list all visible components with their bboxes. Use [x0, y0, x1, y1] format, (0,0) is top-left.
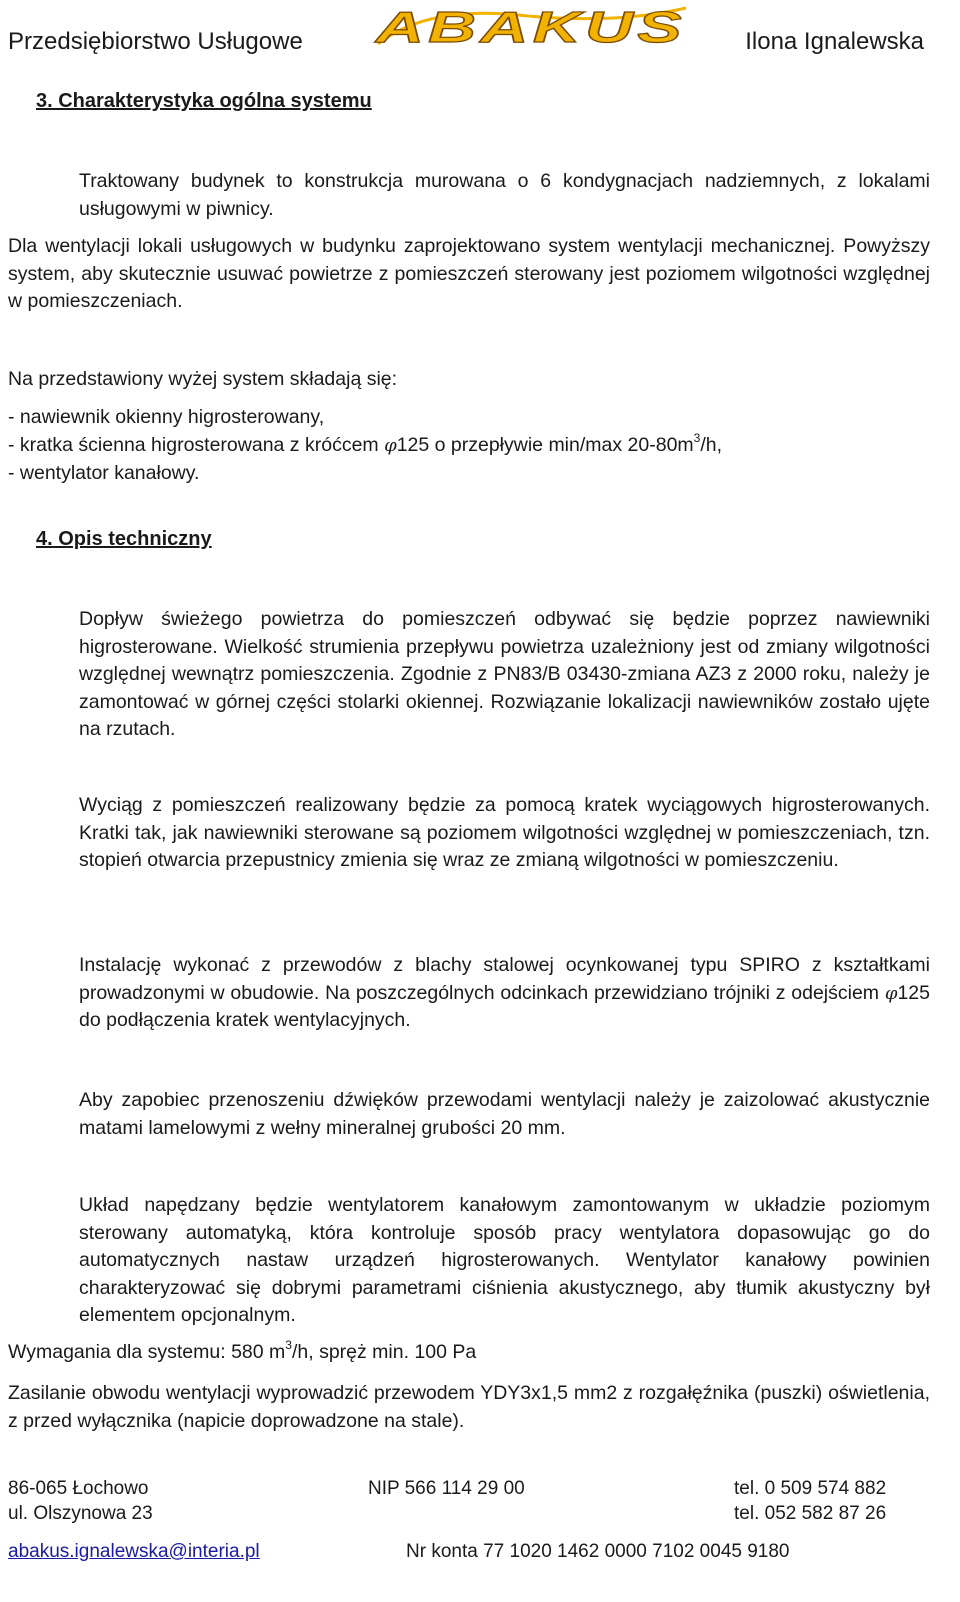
section3-paragraph-1: Traktowany budynek to konstrukcja murowana o 6 kondygnacjach nadziemnych, z lokalami usługowymi w piwnicy. [79, 170, 930, 220]
footer-phone-2: tel. 052 582 87 26 [734, 1503, 887, 1524]
company-name: Przedsiębiorstwo Usługowe [8, 28, 303, 55]
section4-paragraph-4: Aby zapobiec przenoszeniu dźwięków przewodami wentylacji należy je zaizolować akustycznie matami lamelowymi z wełny mineralnej grubości 20 mm. [79, 1089, 930, 1139]
list-item-3: - wentylator kanałowy. [8, 462, 200, 484]
system-requirements: Wymagania dla systemu: 580 $m^3/h$, spręż min. 100 Pa [8, 1338, 477, 1363]
section4-paragraph-6: Zasilanie obwodu wentylacji wyprowadzić przewodem YDY3x1,5 mm2 z rozgałęźnika (puszki) oświetlenia, z przed wyłącznika (napicie doprowadzone na stale). [8, 1382, 930, 1432]
owner-name: Ilona Ignalewska [745, 28, 924, 55]
list-intro: Na przedstawiony wyżej system składają się: [8, 368, 398, 390]
phi-symbol: φ [884, 982, 898, 1004]
logo-graphic [368, 2, 692, 50]
footer-nip: NIP 566 114 29 00 [368, 1478, 525, 1499]
phi-symbol: φ [384, 435, 397, 456]
svg-text:ABAKUS: ABAKUS [374, 3, 686, 50]
abakus-logo [368, 2, 692, 56]
list-item-1: - nawiewnik okienny higrosterowany, [8, 406, 325, 428]
footer-bank-account: Nr konta 77 1020 1462 0000 7102 0045 9180 [406, 1541, 790, 1562]
footer-address-line-1: 86-065 Łochowo [8, 1478, 149, 1499]
footer-phone-1: tel. 0 509 574 882 [734, 1478, 887, 1499]
footer-address-line-2: ul. Olszynowa 23 [8, 1503, 153, 1524]
section3-heading: 3. Charakterystyka ogólna systemu [36, 90, 372, 112]
section4-paragraph-2: Wyciąg z pomieszczeń realizowany będzie za pomocą kratek wyciągowych higrosterowanych. Kratki tak, jak nawiewniki sterowane są poziomem wilgotności względnej w pomieszczeniach, tzn. stopień otwarcia przepustnicy zmienia się wraz ze zmianą wilgotności w pomieszczeniu. [79, 794, 930, 871]
footer-email-link[interactable]: abakus.ignalewska@interia.pl [8, 1541, 260, 1562]
section4-paragraph-1: Dopływ świeżego powietrza do pomieszczeń odbywać się będzie poprzez nawiewniki higrosterowane. Wielkość strumienia przepływu powietrza uzależniony jest od zmiany wilgotności względnej wewnątrz pomieszczenia. Zgodnie z PN83/B 03430-zmiana AZ3 z 2000 roku, należy je zamontować w górnej części stolarki okiennej. Rozwiązanie lokalizacji nawiewników zostało ujęte na rzutach. [79, 608, 930, 740]
section4-heading: 4. Opis techniczny [36, 528, 212, 550]
section4-paragraph-3: Instalację wykonać z przewodów z blachy stalowej ocynkowanej typu SPIRO z kształtkami prowadzonymi w obudowie. Na poszczególnych odcinkach przewidziano trójniki z odejściem φ125 do podłączenia kratek wentylacyjnych. [79, 954, 930, 1031]
section4-paragraph-5: Układ napędzany będzie wentylatorem kanałowym zamontowanym w układzie poziomym sterowany automatyką, która kontroluje sposób pracy wentylatora dopasowując go do automatycznych nastaw urządzeń higrosterowanych. Wentylator kanałowy powinien charakteryzować się dobrymi parametrami ciśnienia akustycznego, aby tłumik akustyczny był elementem opcjonalnym. [79, 1194, 930, 1326]
list-item-2: - kratka ścienna higrosterowana z króćcem φ125 o przepływie min/max $20-80m^3/h$, [8, 431, 723, 456]
section3-paragraph-2: Dla wentylacji lokali usługowych w budynku zaprojektowano system wentylacji mechanicznej. Powyższy system, aby skutecznie usuwać powietrze z pomieszczeń sterowany jest poziomem wilgotności względnej w pomieszczeniach. [8, 235, 930, 312]
